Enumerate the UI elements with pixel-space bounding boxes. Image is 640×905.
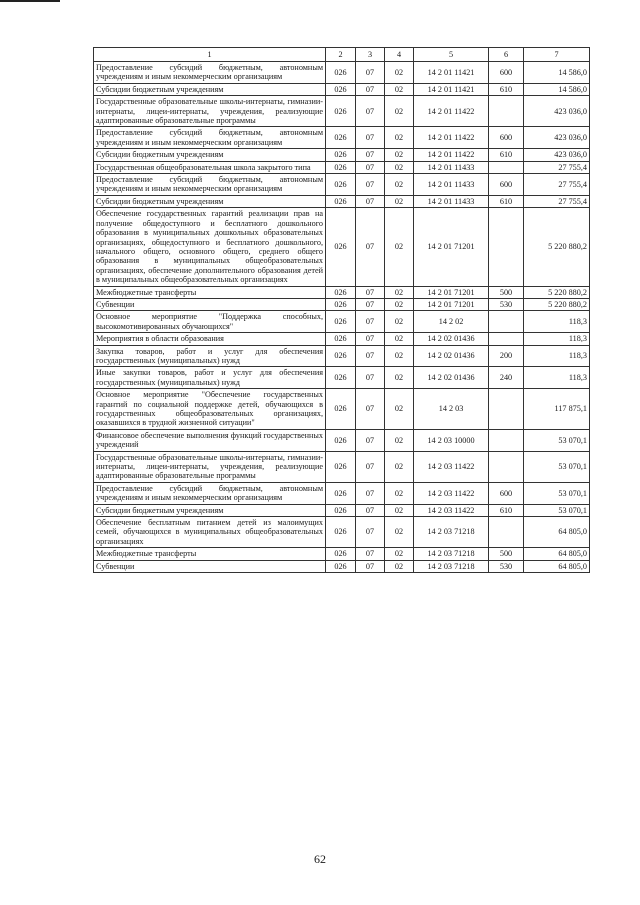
expense-type-cell: 240 (489, 367, 524, 389)
expense-type-cell: 530 (489, 560, 524, 572)
table-row (94, 333, 590, 345)
table-row (94, 389, 590, 430)
expense-type-cell: 500 (489, 286, 524, 298)
section-code-cell: 07 (356, 333, 385, 345)
amount-cell: 53 070,1 (524, 504, 590, 516)
amount-cell: 53 070,1 (524, 482, 590, 504)
table-row (94, 195, 590, 207)
expense-type-cell: 600 (489, 62, 524, 84)
expense-name-cell: Государственная общеобразовательная школа закрытого типа (94, 161, 326, 173)
expense-name-cell: Субсидии бюджетным учреждениям (94, 83, 326, 95)
target-article-cell: 14 2 03 71218 (414, 548, 489, 560)
table-row (94, 298, 590, 310)
section-code-cell: 07 (356, 311, 385, 333)
amount-cell: 53 070,1 (524, 429, 590, 451)
target-article-cell: 14 2 01 11433 (414, 195, 489, 207)
expense-name-cell: Предоставление субсидий бюджетным, автономным учреждениям и иным некоммерческим организациям (94, 482, 326, 504)
expense-name-cell: Субвенции (94, 560, 326, 572)
ministry-code-cell: 026 (326, 298, 356, 310)
ministry-code-cell: 026 (326, 149, 356, 161)
subsection-code-cell: 02 (385, 482, 414, 504)
ministry-code-cell: 026 (326, 286, 356, 298)
subsection-code-cell: 02 (385, 174, 414, 196)
expense-type-cell (489, 311, 524, 333)
section-code-cell: 07 (356, 62, 385, 84)
table-row (94, 560, 590, 572)
section-code-cell: 07 (356, 451, 385, 482)
section-code-cell: 07 (356, 195, 385, 207)
table-row (94, 517, 590, 548)
budget-table (93, 47, 590, 573)
expense-type-cell (489, 389, 524, 430)
expense-name-cell: Субсидии бюджетным учреждениям (94, 195, 326, 207)
amount-cell: 27 755,4 (524, 195, 590, 207)
header-cell: 2 (326, 48, 356, 62)
subsection-code-cell: 02 (385, 161, 414, 173)
table-row (94, 286, 590, 298)
expense-name-cell: Государственные образовательные школы-интернаты, гимназии-интернаты, лицеи-интернаты, учреждения, реализующие адаптированные образовательные программы (94, 96, 326, 127)
expense-name-cell: Основное мероприятие "Обеспечение государственных гарантий по социальной поддержке детей, обучающихся в государственных общеобразовательных организациях, оказавшихся в трудной жизненной ситуации" (94, 389, 326, 430)
expense-name-cell: Предоставление субсидий бюджетным, автономным учреждениям и иным некоммерческим организациям (94, 127, 326, 149)
target-article-cell: 14 2 02 01436 (414, 367, 489, 389)
target-article-cell: 14 2 01 11421 (414, 62, 489, 84)
target-article-cell: 14 2 01 11421 (414, 83, 489, 95)
target-article-cell: 14 2 03 (414, 389, 489, 430)
amount-cell: 423 036,0 (524, 127, 590, 149)
target-article-cell: 14 2 02 01436 (414, 333, 489, 345)
subsection-code-cell: 02 (385, 548, 414, 560)
section-code-cell: 07 (356, 504, 385, 516)
section-code-cell: 07 (356, 149, 385, 161)
section-code-cell: 07 (356, 389, 385, 430)
expense-type-cell (489, 429, 524, 451)
section-code-cell: 07 (356, 83, 385, 95)
expense-name-cell: Обеспечение бесплатным питанием детей из малоимущих семей, обучающихся в муниципальных общеобразовательных организациях (94, 517, 326, 548)
target-article-cell: 14 2 01 11433 (414, 161, 489, 173)
expense-type-cell: 500 (489, 548, 524, 560)
subsection-code-cell: 02 (385, 311, 414, 333)
expense-type-cell (489, 96, 524, 127)
amount-cell: 118,3 (524, 311, 590, 333)
ministry-code-cell: 026 (326, 482, 356, 504)
expense-name-cell: Межбюджетные трансферты (94, 548, 326, 560)
expense-name-cell: Государственные образовательные школы-интернаты, гимназии-интернаты, лицеи-интернаты, учреждения, реализующие адаптированные образовательные программы (94, 451, 326, 482)
expense-type-cell (489, 333, 524, 345)
subsection-code-cell: 02 (385, 149, 414, 161)
subsection-code-cell: 02 (385, 345, 414, 367)
table-row (94, 83, 590, 95)
subsection-code-cell: 02 (385, 367, 414, 389)
ministry-code-cell: 026 (326, 517, 356, 548)
scan-edge-mark (0, 0, 60, 2)
subsection-code-cell: 02 (385, 451, 414, 482)
subsection-code-cell: 02 (385, 333, 414, 345)
ministry-code-cell: 026 (326, 548, 356, 560)
subsection-code-cell: 02 (385, 83, 414, 95)
expense-name-cell: Обеспечение государственных гарантий реализации прав на получение общедоступного и бесплатного дошкольного образования в муниципальных дошкольных образовательных организациях, общедоступного и бесплатного дошкольного, начального общего, основного общего, среднего общего образования в муниципальных общеобразовательных организациях, обеспечение дополнительного образования детей в муниципальных общеобразовательных организациях (94, 208, 326, 286)
section-code-cell: 07 (356, 298, 385, 310)
ministry-code-cell: 026 (326, 208, 356, 286)
section-code-cell: 07 (356, 482, 385, 504)
ministry-code-cell: 026 (326, 429, 356, 451)
subsection-code-cell: 02 (385, 286, 414, 298)
amount-cell: 64 805,0 (524, 548, 590, 560)
subsection-code-cell: 02 (385, 127, 414, 149)
table-row (94, 149, 590, 161)
table-row (94, 127, 590, 149)
target-article-cell: 14 2 01 11422 (414, 96, 489, 127)
section-code-cell: 07 (356, 548, 385, 560)
ministry-code-cell: 026 (326, 333, 356, 345)
ministry-code-cell: 026 (326, 311, 356, 333)
amount-cell: 5 220 880,2 (524, 298, 590, 310)
subsection-code-cell: 02 (385, 96, 414, 127)
target-article-cell: 14 2 01 71201 (414, 298, 489, 310)
subsection-code-cell: 02 (385, 504, 414, 516)
section-code-cell: 07 (356, 127, 385, 149)
header-cell: 6 (489, 48, 524, 62)
amount-cell: 5 220 880,2 (524, 208, 590, 286)
table-row (94, 548, 590, 560)
subsection-code-cell: 02 (385, 208, 414, 286)
expense-type-cell: 600 (489, 127, 524, 149)
expense-type-cell: 610 (489, 195, 524, 207)
table-row (94, 208, 590, 286)
table-row (94, 62, 590, 84)
section-code-cell: 07 (356, 367, 385, 389)
subsection-code-cell: 02 (385, 298, 414, 310)
page-number: 62 (314, 852, 326, 866)
ministry-code-cell: 026 (326, 161, 356, 173)
amount-cell: 53 070,1 (524, 451, 590, 482)
expense-name-cell: Предоставление субсидий бюджетным, автономным учреждениям и иным некоммерческим организациям (94, 174, 326, 196)
target-article-cell: 14 2 03 11422 (414, 504, 489, 516)
ministry-code-cell: 026 (326, 96, 356, 127)
target-article-cell: 14 2 03 11422 (414, 451, 489, 482)
expense-type-cell: 530 (489, 298, 524, 310)
section-code-cell: 07 (356, 429, 385, 451)
table-row (94, 367, 590, 389)
subsection-code-cell: 02 (385, 62, 414, 84)
expense-type-cell (489, 208, 524, 286)
ministry-code-cell: 026 (326, 62, 356, 84)
table-row (94, 429, 590, 451)
amount-cell: 64 805,0 (524, 517, 590, 548)
amount-cell: 423 036,0 (524, 149, 590, 161)
expense-name-cell: Иные закупки товаров, работ и услуг для обеспечения государственных (муниципальных) нужд (94, 367, 326, 389)
expense-type-cell: 600 (489, 482, 524, 504)
header-cell: 3 (356, 48, 385, 62)
table-row (94, 345, 590, 367)
expense-name-cell: Субвенции (94, 298, 326, 310)
ministry-code-cell: 026 (326, 367, 356, 389)
table-row (94, 451, 590, 482)
expense-type-cell: 610 (489, 504, 524, 516)
target-article-cell: 14 2 01 11433 (414, 174, 489, 196)
header-cell: 5 (414, 48, 489, 62)
subsection-code-cell: 02 (385, 560, 414, 572)
section-code-cell: 07 (356, 208, 385, 286)
ministry-code-cell: 026 (326, 560, 356, 572)
section-code-cell: 07 (356, 517, 385, 548)
table-row (94, 311, 590, 333)
ministry-code-cell: 026 (326, 195, 356, 207)
amount-cell: 118,3 (524, 345, 590, 367)
subsection-code-cell: 02 (385, 429, 414, 451)
section-code-cell: 07 (356, 96, 385, 127)
expense-name-cell: Основное мероприятие "Поддержка способных, высокомотивированных обучающихся" (94, 311, 326, 333)
ministry-code-cell: 026 (326, 127, 356, 149)
amount-cell: 64 805,0 (524, 560, 590, 572)
target-article-cell: 14 2 03 71218 (414, 560, 489, 572)
table-row (94, 482, 590, 504)
amount-cell: 118,3 (524, 367, 590, 389)
expense-type-cell (489, 517, 524, 548)
subsection-code-cell: 02 (385, 195, 414, 207)
ministry-code-cell: 026 (326, 83, 356, 95)
table-row (94, 504, 590, 516)
target-article-cell: 14 2 01 71201 (414, 208, 489, 286)
subsection-code-cell: 02 (385, 389, 414, 430)
ministry-code-cell: 026 (326, 389, 356, 430)
target-article-cell: 14 2 03 71218 (414, 517, 489, 548)
section-code-cell: 07 (356, 174, 385, 196)
expense-type-cell: 600 (489, 174, 524, 196)
header-cell: 4 (385, 48, 414, 62)
table-row (94, 174, 590, 196)
ministry-code-cell: 026 (326, 451, 356, 482)
target-article-cell: 14 2 03 11422 (414, 482, 489, 504)
expense-type-cell (489, 161, 524, 173)
expense-type-cell (489, 451, 524, 482)
amount-cell: 14 586,0 (524, 62, 590, 84)
expense-type-cell: 200 (489, 345, 524, 367)
amount-cell: 27 755,4 (524, 161, 590, 173)
amount-cell: 5 220 880,2 (524, 286, 590, 298)
section-code-cell: 07 (356, 161, 385, 173)
target-article-cell: 14 2 02 01436 (414, 345, 489, 367)
expense-name-cell: Межбюджетные трансферты (94, 286, 326, 298)
amount-cell: 423 036,0 (524, 96, 590, 127)
expense-name-cell: Субсидии бюджетным учреждениям (94, 504, 326, 516)
header-row (94, 48, 590, 62)
ministry-code-cell: 026 (326, 345, 356, 367)
expense-name-cell: Мероприятия в области образования (94, 333, 326, 345)
expense-type-cell: 610 (489, 149, 524, 161)
expense-type-cell: 610 (489, 83, 524, 95)
ministry-code-cell: 026 (326, 174, 356, 196)
target-article-cell: 14 2 03 10000 (414, 429, 489, 451)
target-article-cell: 14 2 02 (414, 311, 489, 333)
target-article-cell: 14 2 01 71201 (414, 286, 489, 298)
ministry-code-cell: 026 (326, 504, 356, 516)
target-article-cell: 14 2 01 11422 (414, 127, 489, 149)
section-code-cell: 07 (356, 345, 385, 367)
target-article-cell: 14 2 01 11422 (414, 149, 489, 161)
expense-name-cell: Предоставление субсидий бюджетным, автономным учреждениям и иным некоммерческим организациям (94, 62, 326, 84)
table-row (94, 161, 590, 173)
subsection-code-cell: 02 (385, 517, 414, 548)
table-row (94, 96, 590, 127)
expense-name-cell: Финансовое обеспечение выполнения функций государственных учреждений (94, 429, 326, 451)
section-code-cell: 07 (356, 286, 385, 298)
expense-name-cell: Закупка товаров, работ и услуг для обеспечения государственных (муниципальных) нужд (94, 345, 326, 367)
amount-cell: 117 875,1 (524, 389, 590, 430)
expense-name-cell: Субсидии бюджетным учреждениям (94, 149, 326, 161)
amount-cell: 118,3 (524, 333, 590, 345)
amount-cell: 14 586,0 (524, 83, 590, 95)
header-cell: 7 (524, 48, 590, 62)
amount-cell: 27 755,4 (524, 174, 590, 196)
section-code-cell: 07 (356, 560, 385, 572)
header-cell: 1 (94, 48, 326, 62)
